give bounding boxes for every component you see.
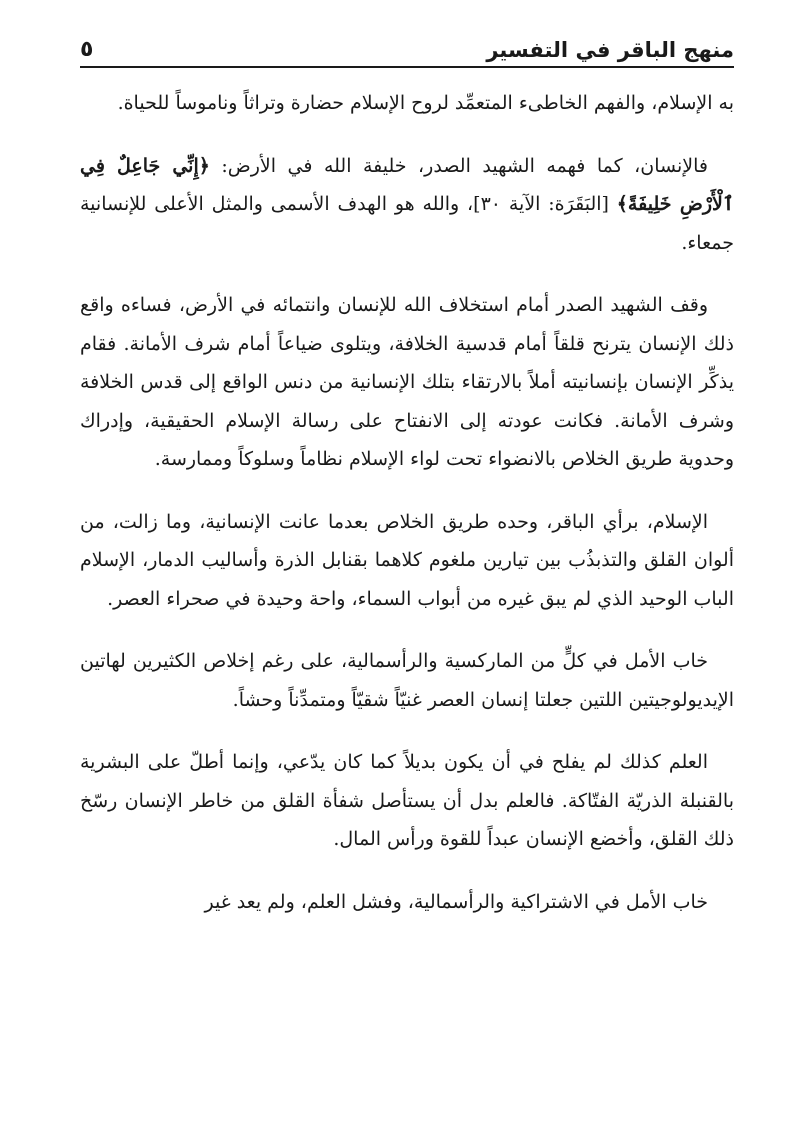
paragraph-1: به الإسلام، والفهم الخاطىء المتعمِّد لروح الإسلام حضارة وتراثاً وناموساً للحياة.: [117, 92, 734, 114]
paragraph-6: العلم كذلك لم يفلح في أن يكون بديلاً كما كان يدّعي، وإنما أطلّ على البشرية بالقنبلة الذريّة الفتّاكة. فالعلم بدل أن يستأصل شفأة القلق من خاطر الإنسان رسّخ ذلك القلق، وأخضع الإنسان عبداً للقوة ورأس المال.: [80, 751, 734, 850]
paragraph-2-before: فالإنسان، كما فهمه الشهيد الصدر، خليفة الله في الأرض:: [209, 154, 708, 177]
paragraph-3: وقف الشهيد الصدر أمام استخلاف الله للإنسان وانتمائه في الأرض، فساءه واقع ذلك الإنسان يترنح قلقاً أمام قدسية الخلافة، ويتلوى ضياعاً أمام شرف الأمانة. فقام يذكِّر الإنسان بإنسانيته أملاً بالارتقاء بتلك الإنسانية من دنس الواقع إلى قدس الخلافة وشرف الأمانة. فكانت عودته إلى الانفتاح على رسالة الإسلام الحقيقية، وإدراك وحدوية طريق الخلاص بالانضواء تحت لواء الإسلام نظاماً وسلوكاً وممارسة.: [80, 294, 734, 470]
paragraph-2: [80, 147, 734, 263]
paragraph-5: خاب الأمل في كلٍّ من الماركسية والرأسمالية، على رغم إخلاص الكثيرين لهاتين الإيديولوجيتين اللتين جعلتا إنسان العصر غنيّاً شقيّاً ومتمدِّناً وحشاً.: [80, 650, 734, 711]
paragraph-7: خاب الأمل في الاشتراكية والرأسمالية، وفشل العلم، ولم يعد غير: [204, 890, 708, 913]
quran-verse: ﴿إِنِّي جَاعِلٌ فِي ٱلْأَرْضِ خَلِيفَةً﴾: [80, 154, 735, 215]
running-title: منهج الباقر في التفسير: [486, 38, 734, 62]
paragraph-4: الإسلام، برأي الباقر، وحده طريق الخلاص بعدما عانت الإنسانية، وما زالت، من ألوان القلق والتذبذُب بين تيارين ملغوم كلاهما بقنابل الذرة وأساليب الدمار، الإسلام الباب الوحيد الذي لم يبق غيره من أبواب السماء، واحة وحيدة في صحراء العصر.: [80, 510, 734, 610]
page-number: ٥: [80, 37, 94, 62]
paragraph-2-after: [البَقَرَة: الآية ٣٠]، والله هو الهدف الأسمى والمثل الأعلى للإنسانية جمعاء.: [80, 193, 734, 254]
body-text: [80, 84, 734, 921]
page-header: [80, 26, 734, 68]
